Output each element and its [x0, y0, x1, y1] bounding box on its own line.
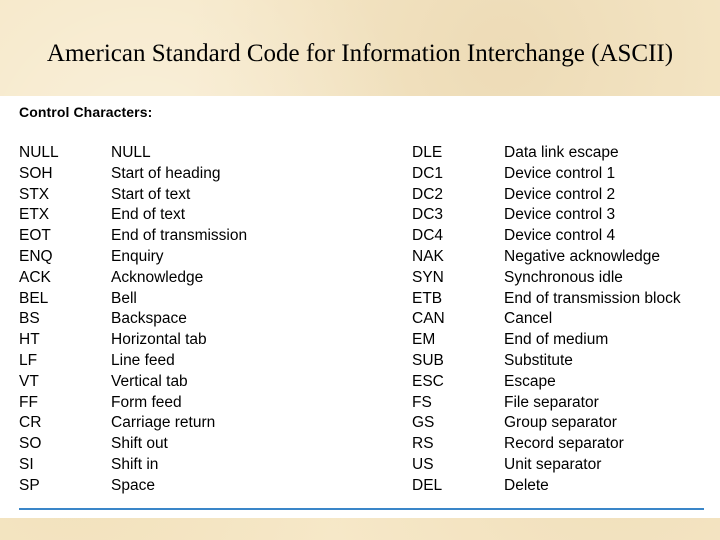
description-right: Negative acknowledge	[504, 248, 660, 265]
table-row	[0, 143, 720, 164]
table-row	[0, 309, 720, 330]
description-right: Device control 4	[504, 227, 616, 245]
table-row	[0, 393, 720, 414]
description-right: Record separator	[504, 435, 624, 453]
table-row	[0, 476, 720, 497]
code-left: NULL	[19, 144, 59, 161]
table-row	[0, 351, 720, 372]
code-left: STX	[19, 185, 50, 203]
code-right: DLE	[412, 144, 443, 161]
description-left: Vertical tab	[111, 372, 188, 390]
code-left: SO	[19, 435, 42, 453]
description-right: End of medium	[504, 331, 609, 349]
code-right: DC1	[412, 164, 444, 182]
slide-title: American Standard Code for Information Interchange (ASCII)	[46, 40, 674, 67]
code-left: ACK	[19, 268, 51, 286]
code-left: LF	[19, 352, 38, 369]
table-row	[0, 330, 720, 351]
code-left: HT	[19, 331, 40, 349]
code-right: ETB	[412, 289, 443, 307]
description-left: Start of text	[111, 185, 191, 203]
table-row	[0, 185, 720, 206]
description-right: File separator	[504, 393, 599, 411]
description-left: Horizontal tab	[111, 331, 207, 349]
code-left: BS	[19, 310, 40, 328]
table-row	[0, 268, 720, 289]
table-row	[0, 205, 720, 226]
description-right: Unit separator	[504, 456, 602, 473]
table-row	[0, 164, 720, 185]
code-left: VT	[19, 372, 39, 390]
table-row	[0, 413, 720, 434]
description-right: Delete	[504, 476, 549, 494]
description-right: Data link escape	[504, 144, 619, 161]
code-right: DEL	[412, 476, 443, 494]
code-right: DC2	[412, 185, 444, 203]
code-left: EOT	[19, 227, 51, 245]
description-right: Cancel	[504, 310, 553, 328]
code-right: US	[412, 456, 434, 473]
description-left: Form feed	[111, 393, 182, 411]
code-left: FF	[19, 393, 38, 411]
table-row	[0, 247, 720, 268]
table-row	[0, 434, 720, 455]
code-right: CAN	[412, 310, 445, 328]
table-row	[0, 455, 720, 476]
code-left: ENQ	[19, 248, 53, 265]
code-right: FS	[412, 393, 432, 411]
description-left: NULL	[111, 144, 151, 161]
bottom-rule	[19, 508, 704, 510]
code-left: ETX	[19, 206, 50, 224]
description-left: Start of heading	[111, 164, 221, 182]
section-heading: Control Characters:	[19, 104, 153, 120]
control-characters-table	[0, 96, 720, 518]
code-right: DC4	[412, 227, 444, 245]
description-right: Device control 1	[504, 164, 616, 182]
description-right: End of transmission block	[504, 289, 681, 307]
code-left: SI	[19, 456, 34, 473]
table-row	[0, 226, 720, 247]
description-left: End of transmission	[111, 227, 248, 245]
code-right: DC3	[412, 206, 444, 224]
code-left: CR	[19, 414, 42, 432]
description-left: Bell	[111, 289, 137, 307]
description-right: Device control 2	[504, 185, 616, 203]
description-right: Device control 3	[504, 206, 616, 224]
description-left: Carriage return	[111, 414, 216, 432]
description-left: Line feed	[111, 352, 175, 369]
description-right: Escape	[504, 372, 556, 390]
description-left: Space	[111, 476, 155, 494]
description-left: End of text	[111, 206, 186, 224]
code-left: SP	[19, 476, 40, 494]
description-left: Enquiry	[111, 248, 164, 265]
code-right: NAK	[412, 248, 444, 265]
code-left: SOH	[19, 164, 53, 182]
code-left: BEL	[19, 289, 49, 307]
code-right: SYN	[412, 268, 444, 286]
table-row	[0, 372, 720, 393]
code-right: ESC	[412, 372, 444, 390]
description-left: Shift out	[111, 435, 168, 453]
table-row	[0, 289, 720, 310]
description-left: Shift in	[111, 456, 159, 473]
code-right: EM	[412, 331, 436, 349]
description-left: Backspace	[111, 310, 187, 328]
description-left: Acknowledge	[111, 268, 204, 286]
description-right: Synchronous idle	[504, 268, 623, 286]
description-right: Substitute	[504, 352, 573, 369]
description-right: Group separator	[504, 414, 617, 432]
code-right: RS	[412, 435, 434, 453]
code-right: GS	[412, 414, 435, 432]
code-right: SUB	[412, 352, 444, 369]
